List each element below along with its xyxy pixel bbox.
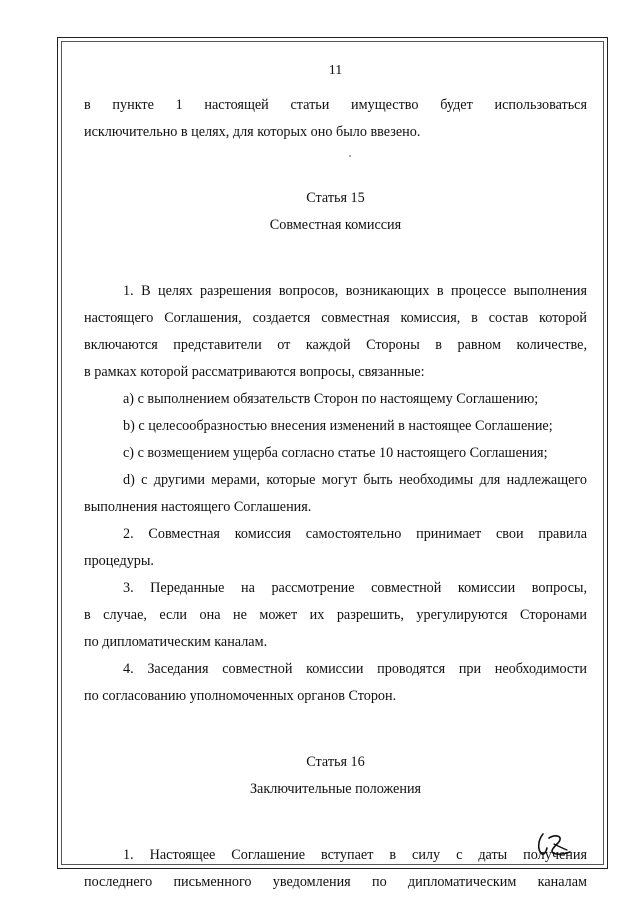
art15-p1-line3: включаются представители от каждой Стороны в равном количестве,: [84, 337, 587, 353]
art15-item-b: b) с целесообразностью внесения изменений в настоящее Соглашение;: [123, 418, 553, 434]
art15-item-d-line1: d) с другими мерами, которые могут быть необходимы для надлежащего: [123, 472, 587, 488]
article-16-number: Статья 16: [306, 754, 365, 770]
article-15-title: Совместная комиссия: [269, 217, 402, 233]
art15-p1-line1: 1. В целях разрешения вопросов, возникающих в процессе выполнения: [123, 283, 587, 299]
page-number: 11: [328, 63, 343, 78]
art15-item-d-line2: выполнения настоящего Соглашения.: [84, 499, 312, 515]
art15-p3-line3: по дипломатическим каналам.: [84, 634, 268, 650]
art15-p3-line2: в случае, если она не может их разрешить, урегулируются Сторонами: [84, 607, 587, 623]
art16-p1-line2: последнего письменного уведомления по дипломатическим каналам: [84, 874, 587, 890]
art15-p3-line1: 3. Переданные на рассмотрение совместной комиссии вопросы,: [123, 580, 587, 596]
art15-p2-line2: процедуры.: [84, 553, 154, 569]
page-content: [84, 58, 587, 896]
art15-p1-line4: в рамках которой рассматриваются вопросы, связанные:: [84, 364, 425, 380]
art15-p1-line2: настоящего Соглашения, создается совместная комиссия, в состав которой: [84, 310, 587, 326]
article-15-number: Статья 15: [306, 190, 365, 206]
initials-signature: [534, 830, 574, 860]
article-16-title: Заключительные положения: [249, 781, 422, 797]
art15-item-a: а) с выполнением обязательств Сторон по настоящему Соглашению;: [123, 391, 539, 407]
art15-p4-line1: 4. Заседания совместной комиссии проводятся при необходимости: [123, 661, 587, 677]
art15-p4-line2: по согласованию уполномоченных органов Сторон.: [84, 688, 397, 704]
intro-line-1: в пункте 1 настоящей статьи имущество будет использоваться: [84, 97, 587, 113]
art16-p1-line1: 1. Настоящее Соглашение вступает в силу с даты получения: [123, 847, 587, 863]
intro-line-2: исключительно в целях, для которых оно было ввезено.: [84, 124, 421, 140]
art15-item-c: с) с возмещением ущерба согласно статье 10 настоящего Соглашения;: [123, 445, 548, 461]
art15-p2-line1: 2. Совместная комиссия самостоятельно принимает свои правила: [123, 526, 587, 542]
